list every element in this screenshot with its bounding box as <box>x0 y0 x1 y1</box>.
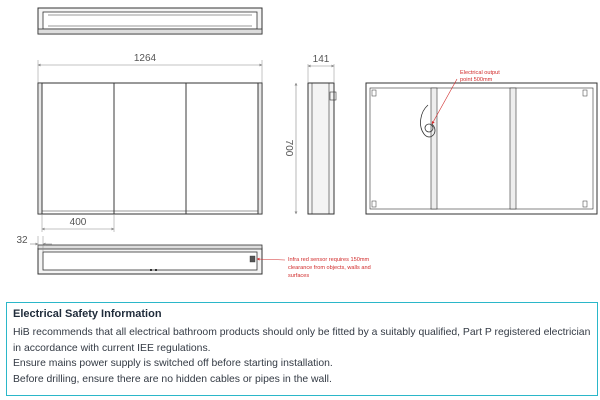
safety-line-2: in accordance with current IEE regulations. <box>13 342 211 354</box>
safety-title: Electrical Safety Information <box>13 308 162 320</box>
electrical-output-line1: Electrical output <box>460 70 500 76</box>
safety-line-4: Before drilling, ensure there are no hidden cables or pipes in the wall. <box>13 373 332 385</box>
sensor-line3: surfaces <box>288 273 310 279</box>
front-view <box>38 83 262 214</box>
width-label: 1264 <box>133 53 157 64</box>
safety-line-3: Ensure mains power supply is switched off before starting installation. <box>13 358 333 369</box>
door-width-label: 400 <box>69 217 87 228</box>
side-view <box>308 83 336 214</box>
sensor-line1: Infra red sensor requires 150mm <box>288 257 370 263</box>
electrical-output-line2: point 500mm <box>460 77 493 83</box>
width-dimension <box>38 53 262 83</box>
depth-label: 141 <box>312 54 330 65</box>
door-width-dimension <box>42 214 114 232</box>
rear-view <box>366 83 597 214</box>
depth-dimension <box>308 54 334 83</box>
height-label: 700 <box>283 139 294 157</box>
bottom-view <box>38 245 262 274</box>
sensor-line2: clearance from objects, walls and <box>288 265 371 271</box>
offset-label: 32 <box>16 235 28 246</box>
safety-line-1: HiB recommends that all electrical bathroom products should only be fitted by a suitably qualified, Part P registered electrician <box>13 327 591 338</box>
top-view <box>38 8 262 34</box>
sensor-note <box>257 257 371 279</box>
electrical-safety-panel <box>6 302 598 396</box>
